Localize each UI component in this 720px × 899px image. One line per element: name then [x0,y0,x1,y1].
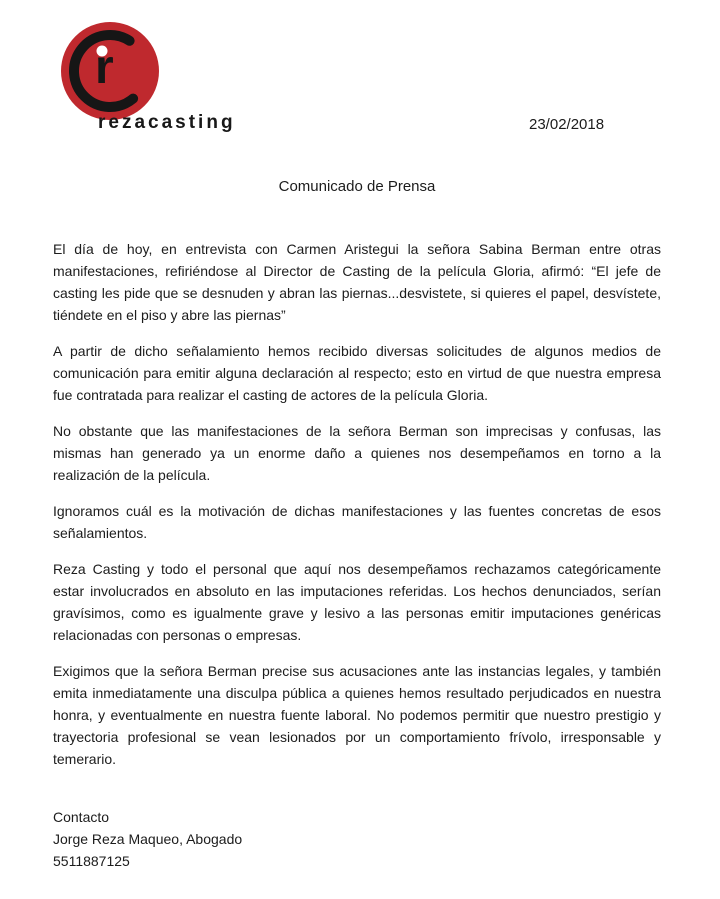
logo-letter: r [95,41,114,94]
paragraph-1: El día de hoy, en entrevista con Carmen Aristegui la señora Sabina Berman entre otras manifestaciones, refiriéndose al Director de Casting de la película Gloria, afirmó: “El jefe de casting les pide que se desnuden y abran las piernas...desvistete, si quieres el papel, desvístete, tiéndete en el piso y abre las piernas” [53,241,661,323]
brand-name: rezacasting [98,112,236,133]
paragraph-5: Reza Casting y todo el personal que aquí nos desempeñamos rechazamos categóricamente estar involucrados en absoluto en las imputaciones referidas. Los hechos denunciados, serían gravísimos, como es igualmente grave y lesivo a las personas emitir imputaciones genéricas relacionadas con personas o empresas. [53,561,661,643]
paragraph-6: Exigimos que la señora Berman precise sus acusaciones ante las instancias legales, y también emita inmediatamente una disculpa pública a quienes hemos resultado perjudicados en nuestra honra, y eventualmente en nuestra fuente laboral. No podemos permitir que nuestro prestigio y trayectoria profesional se vean lesionados por un comportamiento frívolo, irresponsable y temerario. [53,663,661,767]
contact-phone: 5511887125 [53,853,130,869]
contact-label: Contacto [53,809,110,825]
paragraph-3: No obstante que las manifestaciones de la señora Berman son imprecisas y confusas, las mismas han generado ya un enorme daño a quienes nos desempeñamos en torno a la realización de la película. [53,423,661,483]
paragraph-4: Ignoramos cuál es la motivación de dichas manifestaciones y las fuentes concretas de esos señalamientos. [53,503,661,541]
contact-block [53,806,661,872]
document-date: 23/02/2018 [529,116,605,133]
document-title: Comunicado de Prensa [278,178,436,195]
rezacasting-logo-icon [60,21,160,121]
document-body [53,238,661,872]
contact-name: Jorge Reza Maqueo, Abogado [53,831,243,847]
paragraph-2: A partir de dicho señalamiento hemos recibido diversas solicitudes de algunos medios de comunicación para emitir alguna declaración al respecto; esto en virtud de que nuestra empresa fue contratada para realizar el casting de actores de la película Gloria. [53,343,661,403]
